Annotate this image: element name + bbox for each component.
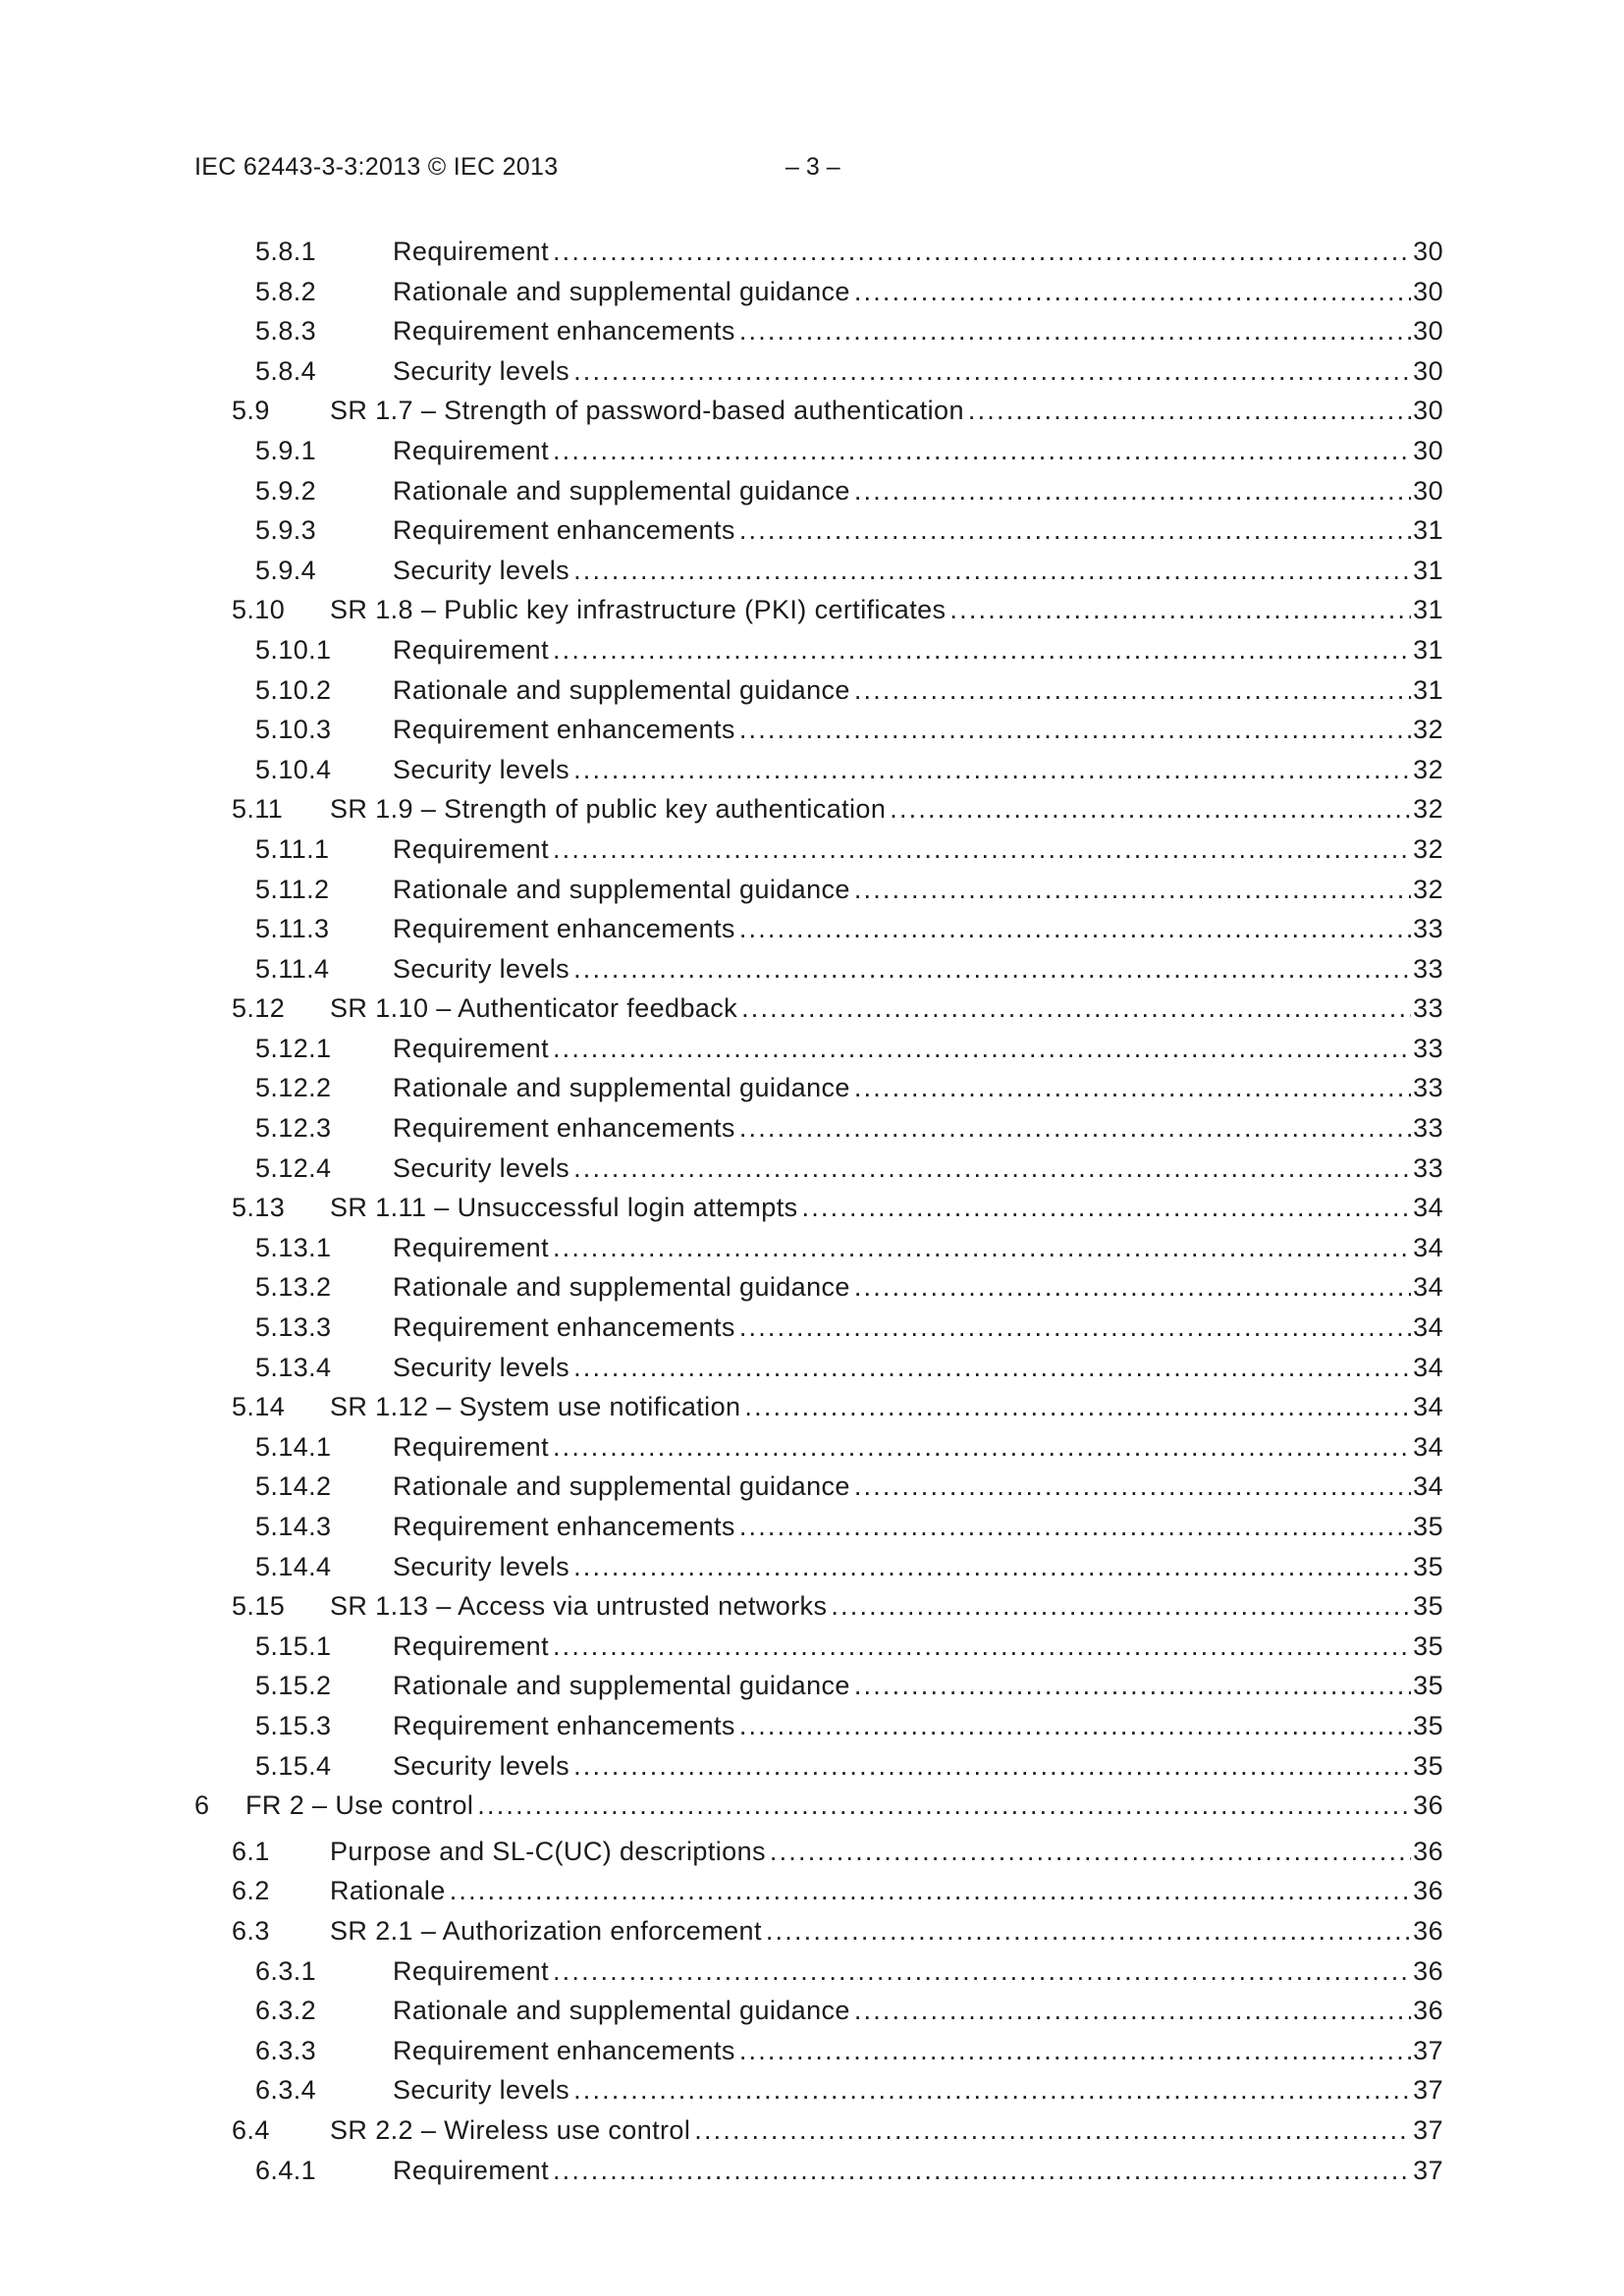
toc-entry[interactable] bbox=[0, 232, 1624, 272]
dot-leader bbox=[739, 909, 1439, 949]
toc-entry-number: 6.4 bbox=[232, 2114, 270, 2145]
toc-entry[interactable] bbox=[0, 1871, 1624, 1911]
toc-entry[interactable] bbox=[0, 272, 1624, 312]
toc-entry[interactable] bbox=[0, 670, 1624, 711]
toc-entry-number: 5.10 bbox=[232, 595, 286, 625]
dot-leader bbox=[739, 311, 1439, 351]
toc-entry-page: 30 bbox=[1411, 272, 1443, 312]
toc-entry-title: SR 2.1 – Authorization enforcement bbox=[330, 1911, 766, 1951]
toc-entry-page: 30 bbox=[1411, 391, 1443, 431]
toc-entry-title-line bbox=[393, 272, 1439, 312]
dot-leader bbox=[553, 2151, 1439, 2191]
dot-leader bbox=[744, 1387, 1439, 1427]
dot-leader bbox=[573, 1746, 1439, 1787]
toc-entry-title-line bbox=[393, 510, 1439, 551]
dot-leader bbox=[553, 1029, 1439, 1069]
toc-entry-number: 6.3.2 bbox=[255, 1996, 317, 2026]
toc-entry[interactable] bbox=[0, 1148, 1624, 1189]
dot-leader bbox=[694, 2110, 1439, 2151]
toc-entry-title: Requirement bbox=[393, 232, 553, 272]
toc-entry-title-line bbox=[330, 391, 1439, 431]
toc-entry-number: 5.12 bbox=[232, 993, 286, 1024]
toc-entry-title: SR 2.2 – Wireless use control bbox=[330, 2110, 694, 2151]
toc-entry-title-line bbox=[330, 1188, 1439, 1228]
toc-entry[interactable] bbox=[0, 1029, 1624, 1069]
toc-entry-title: SR 1.8 – Public key infrastructure (PKI) certificates bbox=[330, 590, 949, 630]
toc-entry-page: 31 bbox=[1411, 551, 1443, 591]
dot-leader bbox=[553, 1427, 1439, 1468]
toc-entry-title-line bbox=[393, 1666, 1439, 1706]
toc-entry[interactable] bbox=[0, 829, 1624, 870]
toc-entry-title: Requirement bbox=[393, 630, 553, 670]
toc-entry-number: 5.10.3 bbox=[255, 715, 332, 745]
toc-entry-page: 35 bbox=[1411, 1706, 1443, 1746]
toc-entry-title: SR 1.12 – System use notification bbox=[330, 1387, 744, 1427]
dot-leader bbox=[739, 710, 1439, 750]
toc-entry[interactable] bbox=[0, 1267, 1624, 1308]
toc-entry-page: 37 bbox=[1411, 2151, 1443, 2191]
toc-entry-number: 5.9.4 bbox=[255, 555, 317, 585]
toc-entry-title-line bbox=[330, 2110, 1439, 2151]
toc-entry-page: 35 bbox=[1411, 1547, 1443, 1587]
toc-entry-number: 5.13 bbox=[232, 1193, 286, 1223]
toc-entry-page: 35 bbox=[1411, 1586, 1443, 1627]
toc-entry-title: Rationale and supplemental guidance bbox=[393, 1991, 854, 2031]
toc-entry[interactable] bbox=[0, 1911, 1624, 1951]
toc-entry-number: 5.12.2 bbox=[255, 1073, 332, 1103]
toc-entry[interactable] bbox=[0, 1507, 1624, 1547]
dot-leader bbox=[802, 1188, 1439, 1228]
toc-entry-title-line bbox=[393, 750, 1439, 790]
toc-entry-number: 5.15.3 bbox=[255, 1710, 332, 1740]
dot-leader bbox=[573, 351, 1439, 392]
toc-entry-title: Requirement bbox=[393, 1228, 553, 1268]
toc-entry-number: 5.11.1 bbox=[255, 833, 330, 864]
toc-entry-title: Rationale and supplemental guidance bbox=[393, 670, 854, 711]
toc-entry-page: 32 bbox=[1411, 750, 1443, 790]
dot-leader bbox=[739, 1308, 1439, 1348]
toc-entry-title: Requirement enhancements bbox=[393, 710, 739, 750]
toc-entry-title: Requirement bbox=[393, 1627, 553, 1667]
dot-leader bbox=[741, 988, 1439, 1029]
dot-leader bbox=[739, 1108, 1439, 1148]
toc-entry[interactable] bbox=[0, 1627, 1624, 1667]
toc-entry[interactable] bbox=[0, 2110, 1624, 2151]
toc-entry-page: 36 bbox=[1411, 1871, 1443, 1911]
toc-entry-title: Security levels bbox=[393, 1148, 573, 1189]
toc-entry-title-line bbox=[393, 431, 1439, 471]
toc-entry-number: 6.3 bbox=[232, 1915, 270, 1946]
dot-leader bbox=[573, 551, 1439, 591]
toc-entry-page: 30 bbox=[1411, 232, 1443, 272]
toc-entry-title: Requirement bbox=[393, 1427, 553, 1468]
toc-entry-title-line bbox=[393, 909, 1439, 949]
toc-entry[interactable] bbox=[0, 2151, 1624, 2191]
toc-entry-page: 32 bbox=[1411, 710, 1443, 750]
toc-entry-title-line bbox=[393, 1951, 1439, 1992]
dot-leader bbox=[553, 431, 1439, 471]
toc-entry-number: 6.3.3 bbox=[255, 2035, 317, 2065]
dot-leader bbox=[854, 1068, 1439, 1108]
toc-entry-title-line bbox=[393, 1228, 1439, 1268]
toc-entry-title-line bbox=[393, 351, 1439, 392]
toc-entry-title-line bbox=[393, 1108, 1439, 1148]
toc-entry-page: 33 bbox=[1411, 949, 1443, 989]
dot-leader bbox=[854, 272, 1439, 312]
dot-leader bbox=[968, 391, 1439, 431]
dot-leader bbox=[553, 630, 1439, 670]
toc-entry-title-line bbox=[393, 1308, 1439, 1348]
toc-entry-number: 5.13.2 bbox=[255, 1272, 332, 1303]
toc-entry[interactable] bbox=[0, 590, 1624, 630]
toc-entry-title-line bbox=[393, 1507, 1439, 1547]
dot-leader bbox=[553, 232, 1439, 272]
toc-entry-number: 6.1 bbox=[232, 1836, 270, 1866]
toc-entry[interactable] bbox=[0, 1991, 1624, 2031]
toc-entry-title: Security levels bbox=[393, 2070, 573, 2110]
toc-entry-title-line bbox=[330, 1871, 1439, 1911]
dot-leader bbox=[739, 1507, 1439, 1547]
toc-entry[interactable] bbox=[0, 1706, 1624, 1746]
toc-entry-page: 34 bbox=[1411, 1188, 1443, 1228]
toc-entry-title: SR 1.11 – Unsuccessful login attempts bbox=[330, 1188, 802, 1228]
dot-leader bbox=[890, 789, 1439, 829]
toc-entry-number: 5.8.2 bbox=[255, 276, 317, 306]
toc-entry-number: 5.10.4 bbox=[255, 754, 332, 784]
toc-entry[interactable] bbox=[0, 1467, 1624, 1507]
toc-entry-title-line bbox=[330, 789, 1439, 829]
toc-entry-page: 33 bbox=[1411, 1029, 1443, 1069]
toc-entry-number: 5.15.1 bbox=[255, 1630, 332, 1661]
dot-leader bbox=[553, 1627, 1439, 1667]
toc-entry-page: 34 bbox=[1411, 1387, 1443, 1427]
toc-entry-page: 35 bbox=[1411, 1746, 1443, 1787]
toc-entry-page: 34 bbox=[1411, 1467, 1443, 1507]
toc-entry[interactable] bbox=[0, 750, 1624, 790]
toc-entry-number: 5.14 bbox=[232, 1392, 286, 1422]
toc-entry[interactable] bbox=[0, 1586, 1624, 1627]
toc-entry-page: 34 bbox=[1411, 1228, 1443, 1268]
toc-entry-title-line bbox=[393, 1706, 1439, 1746]
toc-entry-title: Requirement enhancements bbox=[393, 1308, 739, 1348]
toc-entry-title-line bbox=[393, 551, 1439, 591]
toc-entry-title: Rationale and supplemental guidance bbox=[393, 1068, 854, 1108]
toc-entry[interactable] bbox=[0, 1951, 1624, 1992]
toc-entry[interactable] bbox=[0, 710, 1624, 750]
toc-entry-page: 33 bbox=[1411, 988, 1443, 1029]
toc-entry-number: 5.14.2 bbox=[255, 1471, 332, 1502]
toc-entry-page: 32 bbox=[1411, 829, 1443, 870]
toc-entry-title: Security levels bbox=[393, 1547, 573, 1587]
toc-entry-title-line bbox=[393, 1267, 1439, 1308]
toc-entry-number: 5.14.3 bbox=[255, 1512, 332, 1541]
toc-entry[interactable] bbox=[0, 1308, 1624, 1348]
toc-entry-title-line bbox=[393, 1427, 1439, 1468]
toc-entry-number: 5.11.2 bbox=[255, 874, 330, 904]
toc-entry-page: 35 bbox=[1411, 1666, 1443, 1706]
toc-entry-number: 5.11 bbox=[232, 794, 284, 825]
toc-entry-title: Purpose and SL-C(UC) descriptions bbox=[330, 1832, 770, 1872]
toc-entry-title-line bbox=[393, 471, 1439, 511]
toc-entry-number: 5.11.4 bbox=[255, 953, 330, 984]
toc-entry[interactable] bbox=[0, 1427, 1624, 1468]
toc-entry[interactable] bbox=[0, 351, 1624, 392]
toc-entry-title-line bbox=[393, 710, 1439, 750]
toc-entry-number: 5.13.4 bbox=[255, 1352, 332, 1382]
toc-entry-number: 5.10.1 bbox=[255, 634, 332, 665]
toc-entry-title-line bbox=[330, 1911, 1439, 1951]
toc-entry[interactable] bbox=[0, 471, 1624, 511]
toc-entry-page: 36 bbox=[1411, 1911, 1443, 1951]
toc-entry-title-line bbox=[393, 670, 1439, 711]
dot-leader bbox=[573, 949, 1439, 989]
toc-entry-title-line bbox=[393, 2031, 1439, 2071]
toc-entry-page: 33 bbox=[1411, 909, 1443, 949]
toc-entry-page: 37 bbox=[1411, 2031, 1443, 2071]
toc-entry-title-line bbox=[393, 1029, 1439, 1069]
toc-entry-title: Requirement bbox=[393, 1029, 553, 1069]
toc-entry-number: 5.8.4 bbox=[255, 355, 317, 386]
toc-entry[interactable] bbox=[0, 1547, 1624, 1587]
toc-entry[interactable] bbox=[0, 1746, 1624, 1787]
toc-entry-page: 32 bbox=[1411, 789, 1443, 829]
toc-entry-number: 5.14.1 bbox=[255, 1431, 332, 1462]
toc-entry-title-line bbox=[393, 1547, 1439, 1587]
dot-leader bbox=[949, 590, 1439, 630]
toc-entry-title-line bbox=[330, 1586, 1439, 1627]
dot-leader bbox=[553, 829, 1439, 870]
toc-entry[interactable] bbox=[0, 789, 1624, 829]
toc-entry-page: 30 bbox=[1411, 351, 1443, 392]
table-of-contents bbox=[0, 232, 1624, 2190]
toc-entry-number: 5.9.3 bbox=[255, 515, 317, 546]
toc-entry-number: 5.13.1 bbox=[255, 1232, 332, 1262]
toc-entry-number: 6 bbox=[194, 1790, 210, 1821]
toc-entry-number: 5.15 bbox=[232, 1591, 286, 1622]
toc-entry-title-line bbox=[393, 1627, 1439, 1667]
toc-entry-title: Security levels bbox=[393, 1746, 573, 1787]
toc-entry-page: 34 bbox=[1411, 1308, 1443, 1348]
toc-entry-title: Security levels bbox=[393, 750, 573, 790]
toc-entry-number: 5.12.3 bbox=[255, 1113, 332, 1144]
toc-entry-title: Rationale bbox=[330, 1871, 450, 1911]
toc-entry-page: 31 bbox=[1411, 630, 1443, 670]
dot-leader bbox=[831, 1586, 1439, 1627]
toc-entry-page: 35 bbox=[1411, 1627, 1443, 1667]
toc-entry-page: 35 bbox=[1411, 1507, 1443, 1547]
toc-entry[interactable] bbox=[0, 1786, 1624, 1826]
toc-entry-title: Requirement enhancements bbox=[393, 311, 739, 351]
toc-entry-title-line bbox=[330, 988, 1439, 1029]
toc-entry[interactable] bbox=[0, 1188, 1624, 1228]
toc-entry-title: Rationale and supplemental guidance bbox=[393, 1267, 854, 1308]
toc-entry-title-line bbox=[393, 2070, 1439, 2110]
toc-entry-number: 5.12.1 bbox=[255, 1033, 332, 1063]
dot-leader bbox=[553, 1228, 1439, 1268]
toc-entry-title: Requirement enhancements bbox=[393, 510, 739, 551]
dot-leader bbox=[770, 1832, 1439, 1872]
toc-entry-title: Requirement enhancements bbox=[393, 909, 739, 949]
toc-entry-title-line bbox=[393, 1746, 1439, 1787]
dot-leader bbox=[739, 2031, 1439, 2071]
dot-leader bbox=[477, 1786, 1439, 1826]
toc-entry-title-line bbox=[393, 1467, 1439, 1507]
toc-entry-title-line bbox=[393, 870, 1439, 910]
dot-leader bbox=[854, 670, 1439, 711]
toc-entry-title: Security levels bbox=[393, 351, 573, 392]
toc-entry-title: Rationale and supplemental guidance bbox=[393, 870, 854, 910]
dot-leader bbox=[573, 1148, 1439, 1189]
toc-entry-page: 34 bbox=[1411, 1427, 1443, 1468]
dot-leader bbox=[739, 1706, 1439, 1746]
toc-entry-number: 6.3.1 bbox=[255, 1955, 317, 1986]
toc-entry[interactable] bbox=[0, 510, 1624, 551]
toc-entry-title: Rationale and supplemental guidance bbox=[393, 272, 854, 312]
toc-entry-title-line bbox=[393, 829, 1439, 870]
toc-entry-title-line bbox=[245, 1786, 1439, 1826]
toc-entry-page: 34 bbox=[1411, 1348, 1443, 1388]
toc-entry[interactable] bbox=[0, 949, 1624, 989]
toc-entry-title-line bbox=[393, 2151, 1439, 2191]
toc-entry-page: 31 bbox=[1411, 590, 1443, 630]
toc-entry-title: Requirement enhancements bbox=[393, 1507, 739, 1547]
toc-entry-title: FR 2 – Use control bbox=[245, 1786, 477, 1826]
dot-leader bbox=[573, 750, 1439, 790]
toc-entry[interactable] bbox=[0, 1108, 1624, 1148]
toc-entry-page: 31 bbox=[1411, 510, 1443, 551]
toc-entry[interactable] bbox=[0, 909, 1624, 949]
toc-entry[interactable] bbox=[0, 2031, 1624, 2071]
toc-entry-title-line bbox=[393, 1348, 1439, 1388]
toc-entry-title-line bbox=[393, 1068, 1439, 1108]
toc-entry-title: Security levels bbox=[393, 551, 573, 591]
toc-entry[interactable] bbox=[0, 391, 1624, 431]
toc-entry-title: SR 1.13 – Access via untrusted networks bbox=[330, 1586, 831, 1627]
toc-entry-title: Security levels bbox=[393, 1348, 573, 1388]
toc-entry-title: Rationale and supplemental guidance bbox=[393, 1666, 854, 1706]
dot-leader bbox=[450, 1871, 1439, 1911]
toc-entry-title-line bbox=[393, 1991, 1439, 2031]
toc-entry[interactable] bbox=[0, 551, 1624, 591]
toc-entry-number: 5.8.1 bbox=[255, 237, 317, 266]
toc-entry-title-line bbox=[330, 1387, 1439, 1427]
toc-entry-page: 31 bbox=[1411, 670, 1443, 711]
dot-leader bbox=[766, 1911, 1439, 1951]
toc-entry-page: 37 bbox=[1411, 2110, 1443, 2151]
toc-entry-page: 30 bbox=[1411, 311, 1443, 351]
toc-entry-title-line bbox=[330, 1832, 1439, 1872]
toc-entry-number: 5.8.3 bbox=[255, 316, 317, 347]
toc-entry-number: 5.15.4 bbox=[255, 1750, 332, 1781]
toc-entry-page: 37 bbox=[1411, 2070, 1443, 2110]
dot-leader bbox=[553, 1951, 1439, 1992]
toc-entry-title: Requirement bbox=[393, 431, 553, 471]
toc-entry-title-line bbox=[330, 590, 1439, 630]
toc-entry-title: Requirement enhancements bbox=[393, 1108, 739, 1148]
toc-entry-number: 6.4.1 bbox=[255, 2155, 317, 2185]
toc-entry-title: Requirement enhancements bbox=[393, 1706, 739, 1746]
toc-entry-number: 5.9.1 bbox=[255, 435, 317, 465]
toc-entry-page: 36 bbox=[1411, 1786, 1443, 1826]
toc-entry[interactable] bbox=[0, 1832, 1624, 1872]
toc-entry-title: Requirement bbox=[393, 1951, 553, 1992]
toc-entry-number: 6.2 bbox=[232, 1876, 270, 1906]
toc-entry[interactable] bbox=[0, 1348, 1624, 1388]
dot-leader bbox=[573, 1348, 1439, 1388]
toc-entry-title: SR 1.10 – Authenticator feedback bbox=[330, 988, 741, 1029]
toc-entry-number: 5.9 bbox=[232, 396, 270, 426]
toc-entry-page: 36 bbox=[1411, 1832, 1443, 1872]
toc-entry-number: 5.9.2 bbox=[255, 475, 317, 506]
toc-entry-page: 33 bbox=[1411, 1068, 1443, 1108]
toc-entry-title: Requirement bbox=[393, 2151, 553, 2191]
toc-entry-number: 6.3.4 bbox=[255, 2075, 317, 2106]
toc-entry-title-line bbox=[393, 630, 1439, 670]
toc-entry[interactable] bbox=[0, 870, 1624, 910]
toc-entry-page: 30 bbox=[1411, 431, 1443, 471]
toc-entry[interactable] bbox=[0, 1666, 1624, 1706]
toc-entry-page: 33 bbox=[1411, 1108, 1443, 1148]
toc-entry-page: 30 bbox=[1411, 471, 1443, 511]
toc-entry-title-line bbox=[393, 311, 1439, 351]
running-header: IEC 62443-3-3:2013 © IEC 2013 bbox=[194, 153, 559, 181]
toc-entry-title: Security levels bbox=[393, 949, 573, 989]
toc-entry-page: 34 bbox=[1411, 1267, 1443, 1308]
toc-entry-title: Rationale and supplemental guidance bbox=[393, 1467, 854, 1507]
dot-leader bbox=[854, 471, 1439, 511]
page-number: – 3 – bbox=[785, 153, 840, 181]
toc-entry[interactable] bbox=[0, 630, 1624, 670]
toc-entry-page: 36 bbox=[1411, 1991, 1443, 2031]
toc-entry[interactable] bbox=[0, 311, 1624, 351]
dot-leader bbox=[854, 1666, 1439, 1706]
toc-entry-title: SR 1.7 – Strength of password-based authentication bbox=[330, 391, 968, 431]
toc-entry[interactable] bbox=[0, 2070, 1624, 2110]
toc-entry-title-line bbox=[393, 949, 1439, 989]
toc-entry-title: Requirement enhancements bbox=[393, 2031, 739, 2071]
toc-entry-title: Rationale and supplemental guidance bbox=[393, 471, 854, 511]
toc-entry[interactable] bbox=[0, 988, 1624, 1029]
toc-entry-number: 5.10.2 bbox=[255, 674, 332, 705]
toc-entry-title: Requirement bbox=[393, 829, 553, 870]
toc-entry[interactable] bbox=[0, 1228, 1624, 1268]
toc-entry[interactable] bbox=[0, 1068, 1624, 1108]
dot-leader bbox=[854, 870, 1439, 910]
dot-leader bbox=[573, 1547, 1439, 1587]
toc-entry-number: 5.13.3 bbox=[255, 1312, 332, 1343]
toc-entry-number: 5.14.4 bbox=[255, 1551, 332, 1581]
dot-leader bbox=[854, 1267, 1439, 1308]
toc-entry-page: 36 bbox=[1411, 1951, 1443, 1992]
toc-entry-number: 5.12.4 bbox=[255, 1152, 332, 1183]
dot-leader bbox=[854, 1467, 1439, 1507]
toc-entry[interactable] bbox=[0, 431, 1624, 471]
toc-entry[interactable] bbox=[0, 1387, 1624, 1427]
dot-leader bbox=[739, 510, 1439, 551]
toc-entry-page: 32 bbox=[1411, 870, 1443, 910]
dot-leader bbox=[854, 1991, 1439, 2031]
toc-entry-number: 5.15.2 bbox=[255, 1671, 332, 1701]
toc-entry-number: 5.11.3 bbox=[255, 914, 330, 944]
toc-entry-title: SR 1.9 – Strength of public key authentication bbox=[330, 789, 890, 829]
toc-entry-page: 33 bbox=[1411, 1148, 1443, 1189]
dot-leader bbox=[573, 2070, 1439, 2110]
toc-entry-title-line bbox=[393, 232, 1439, 272]
toc-entry-title-line bbox=[393, 1148, 1439, 1189]
